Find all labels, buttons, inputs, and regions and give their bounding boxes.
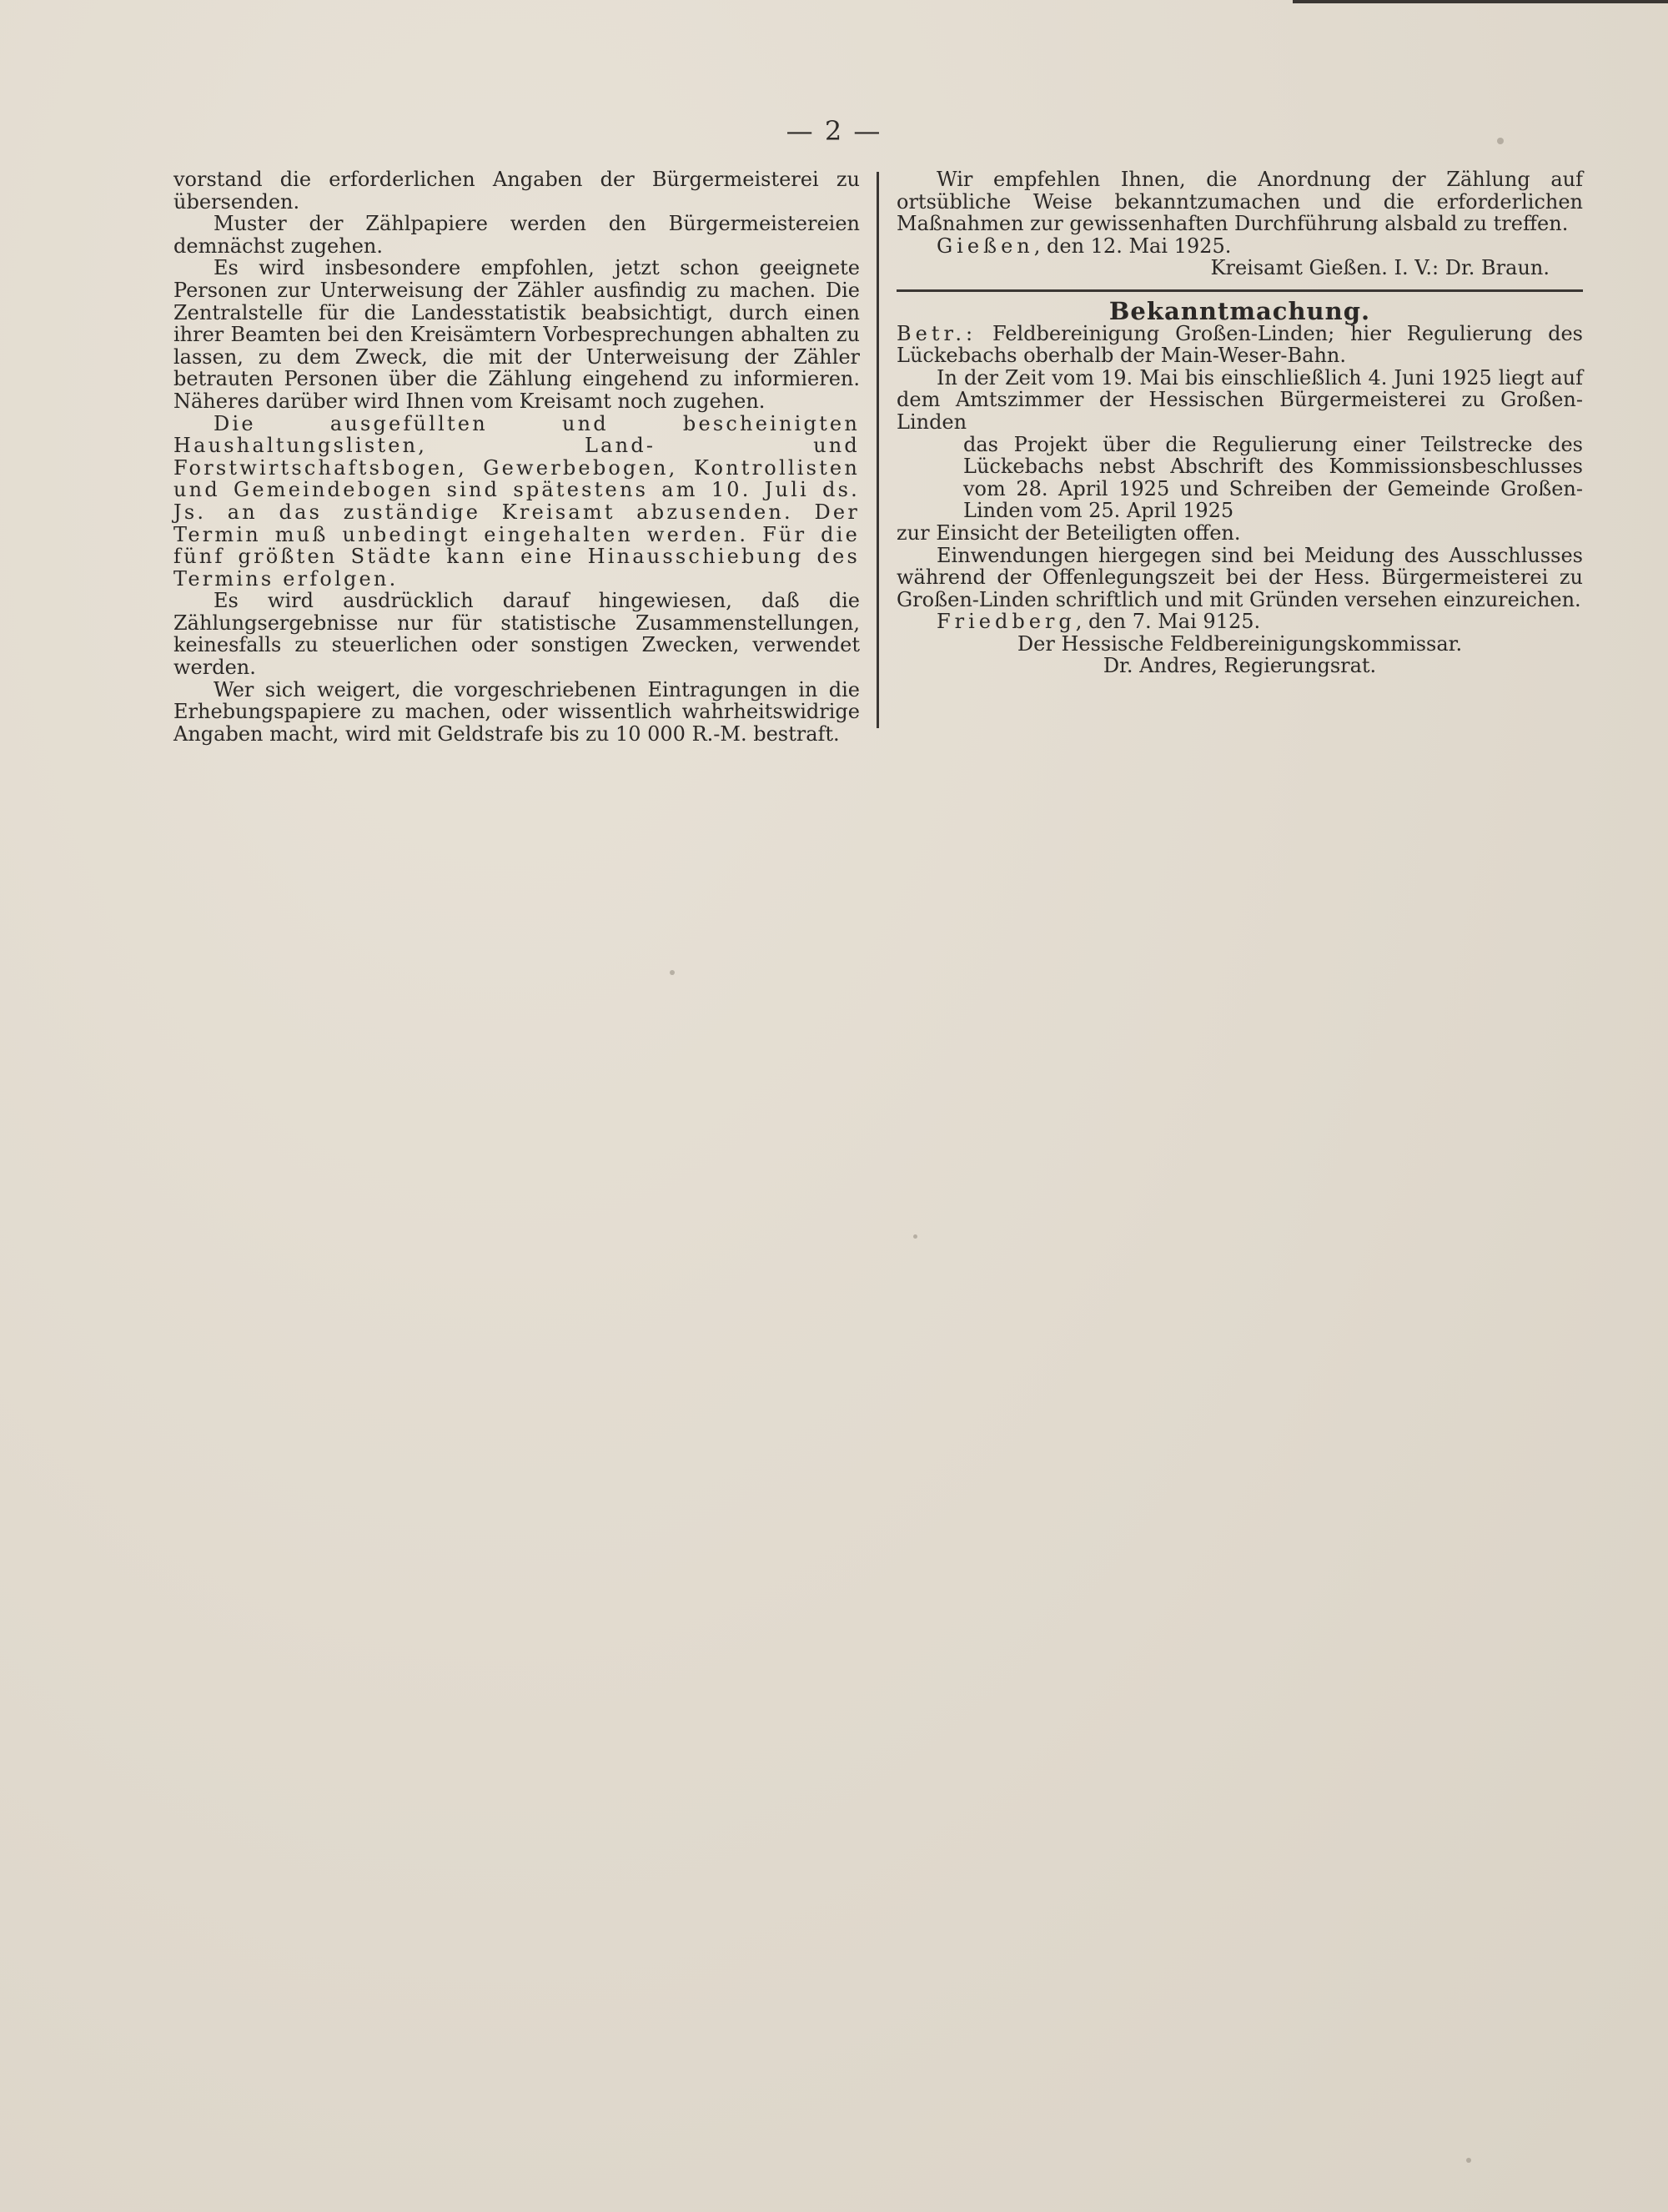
left-paragraph-5: Es wird ausdrücklich darauf hingewiesen, daß die Zählungsergebnisse nur für statistische Zusammenstellungen, keinesfalls zu steuerlichen oder sonstigen Zwecken, verwendet werden. (173, 589, 860, 680)
right-paragraph-3: zur Einsicht der Beteiligten offen. (897, 520, 1241, 545)
paper-speck (1466, 2158, 1471, 2163)
subject-label: Betr.: (897, 321, 977, 345)
column-divider (877, 172, 879, 728)
section-rule (897, 289, 1583, 292)
dateline-friedberg (897, 611, 1583, 633)
top-edge-rule (1293, 0, 1668, 3)
signature-commissioner-title: Der Hessische Feldbereinigungskommissar. (1017, 631, 1463, 656)
left-paragraph-2: Muster der Zählpapiere werden den Bürgermeistereien demnächst zugehen. (173, 212, 860, 258)
signature-kreisamt: Kreisamt Gießen. I. V.: Dr. Braun. (1210, 256, 1550, 280)
right-paragraph-2: In der Zeit vom 19. Mai bis einschließlich 4. Juni 1925 liegt auf dem Amtszimmer der Hessischen Bürgermeisterei zu Großen-Linden (897, 365, 1583, 434)
left-paragraph-3: Es wird insbesondere empfohlen, jetzt schon geeignete Personen zur Unterweisung der Zähler ausfindig zu machen. Die Zentralstelle für die Landesstatistik beabsichtigt, durch einen ihrer Beamten bei den Kreisämtern Vorbesprechungen abhalten zu lassen, zu dem Zweck, die mit der Unterweisung der Zähler betrauten Personen über die Zählung eingehend zu informieren. Näheres darüber wird Ihnen vom Kreisamt noch zugehen. (173, 256, 860, 413)
left-column (173, 168, 860, 745)
subject-text: Feldbereinigung Großen-Linden; hier Regulierung des Lückebachs oberhalb der Main-Weser-Bahn. (897, 321, 1583, 368)
announcement-heading: Bekanntmachung. (1108, 296, 1371, 325)
dateline-date: , den 12. Mai 1925. (1033, 234, 1232, 258)
paper-speck (1497, 138, 1504, 144)
dateline-giessen (897, 235, 1583, 258)
left-paragraph-6: Wer sich weigert, die vorgeschriebenen Eintragungen in die Erhebungspapiere zu machen, oder wissentlich wahrheitswidrige Angaben macht, wird mit Geldstrafe bis zu 10 000 R.-M. bestraft. (173, 677, 860, 746)
paper-speck (670, 970, 675, 975)
right-column (897, 168, 1583, 677)
dateline-place: Gießen (937, 234, 1034, 258)
left-paragraph-1: vorstand die erforderlichen Angaben der Bürgermeisterei zu übersenden. (173, 168, 860, 214)
right-paragraph-1: Wir empfehlen Ihnen, die Anordnung der Zählung auf ortsübliche Weise bekanntzumachen und die erforderlichen Maßnahmen zur gewissenhaften Durchführung alsbald zu treffen. (897, 168, 1583, 236)
page-number: — 2 — (786, 115, 882, 147)
paper-speck (913, 1234, 917, 1239)
dateline-place-2: Friedberg (937, 610, 1076, 634)
left-paragraph-4: Die ausgefüllten und bescheinigten Haushaltungslisten, Land- und Forstwirtschaftsbogen, Gewerbebogen, Kontrollisten und Gemeindebogen sind spätestens am 10. Juli ds. Js. an das zuständige Kreisamt abzusenden. Der Termin muß unbedingt eingehalten werden. Für die fünf größten Städte kann eine Hinausschiebung des Termins erfolgen. (173, 411, 860, 591)
right-paragraph-4: Einwendungen hiergegen sind bei Meidung des Ausschlusses während der Offenlegungszeit bei der Hess. Bürgermeisterei zu Großen-Linden schriftlich und mit Gründen versehen einzureichen. (897, 543, 1583, 611)
dateline-date-2: , den 7. Mai 9125. (1075, 610, 1261, 634)
right-indented-block: das Projekt über die Regulierung einer Teilstrecke des Lückebachs nebst Abschrift des Kommissionsbeschlusses vom 28. April 1925 und Schreiben der Gemeinde Großen-Linden vom 25. April 1925 (963, 432, 1583, 523)
signature-commissioner-name: Dr. Andres, Regierungsrat. (1103, 654, 1377, 678)
subject-line (897, 323, 1583, 367)
